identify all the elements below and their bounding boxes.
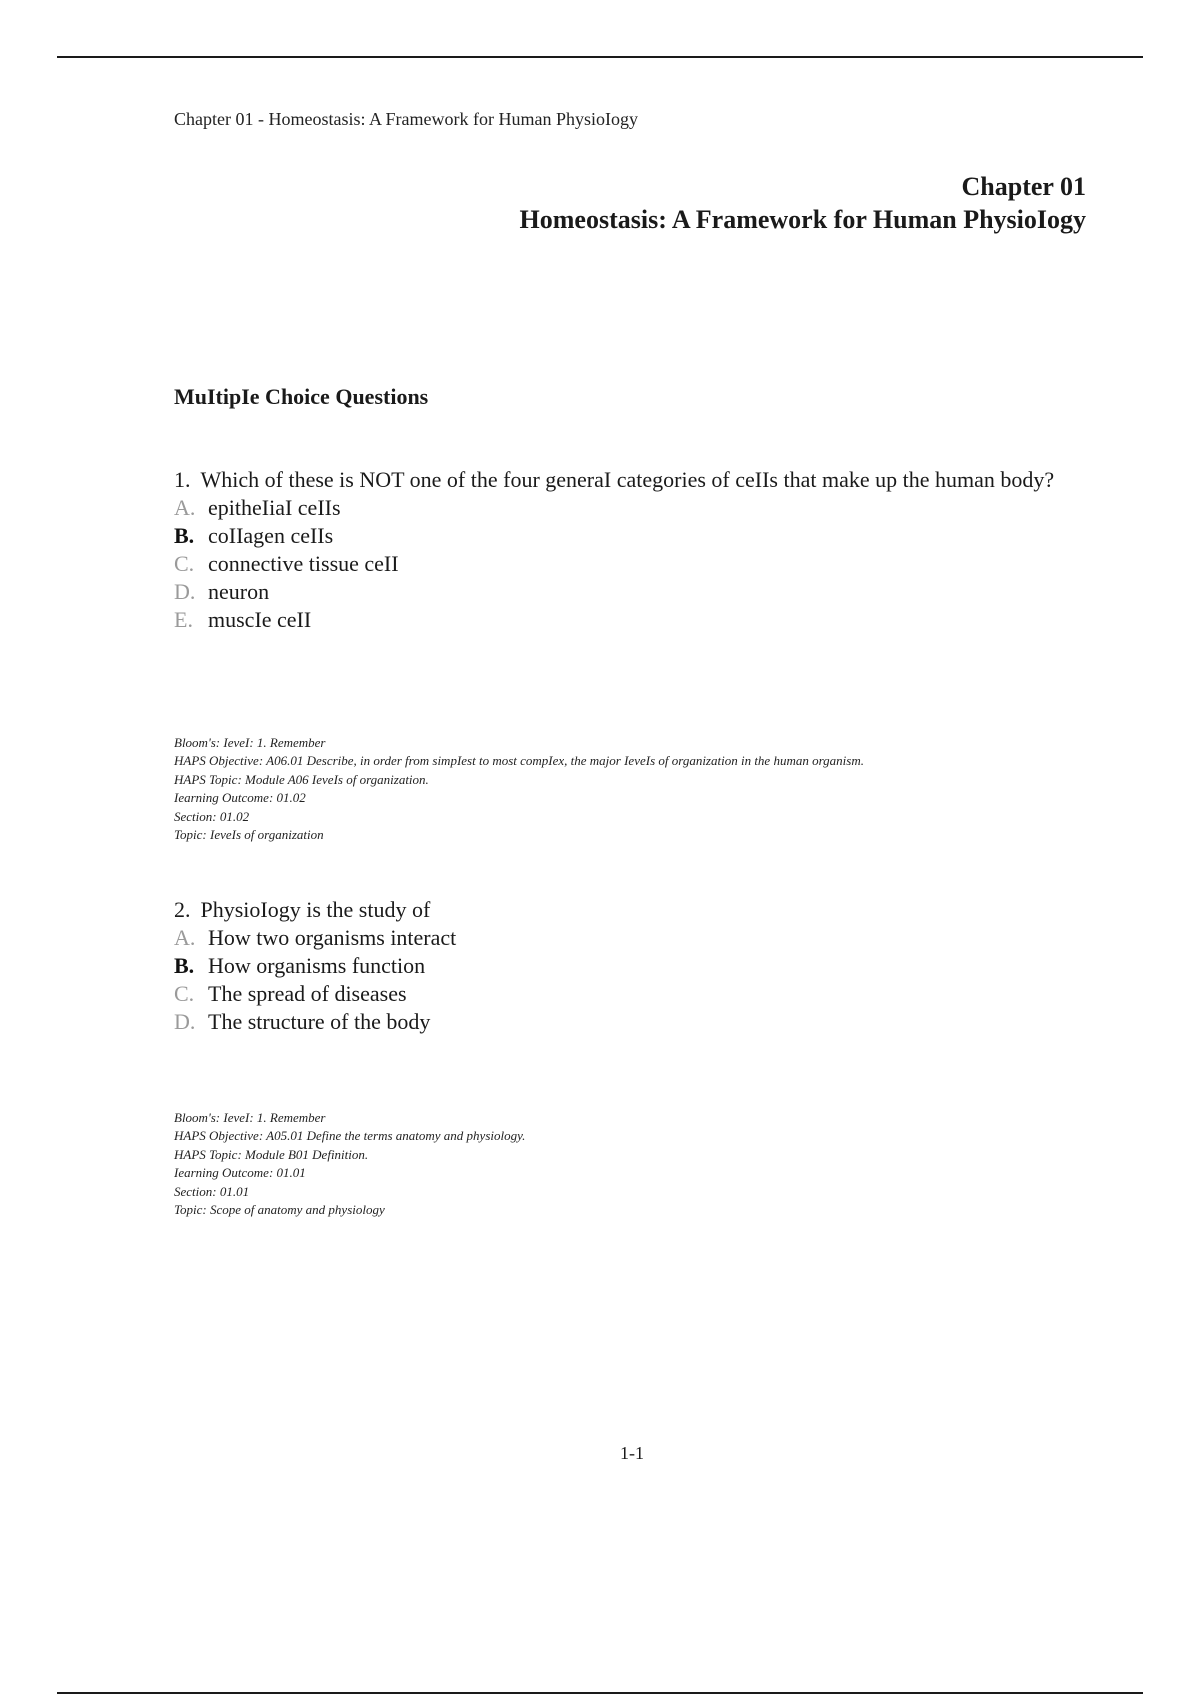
chapter-title-line1: Chapter 01 bbox=[961, 172, 1086, 201]
option-text: connective tissue ceII bbox=[208, 551, 399, 576]
metadata-section: Section: 01.02 bbox=[174, 808, 250, 824]
answer-option-d bbox=[174, 578, 1090, 606]
answer-option-a bbox=[174, 494, 1090, 522]
question-2-metadata bbox=[174, 1109, 525, 1219]
answer-option-a bbox=[174, 924, 1090, 952]
metadata-haps-objective: HAPS Objective: A05.01 Define the terms anatomy and physiology. bbox=[174, 1128, 526, 1144]
option-text: epitheIiaI ceIIs bbox=[208, 495, 341, 520]
option-text: muscIe ceII bbox=[208, 607, 312, 632]
answer-option-b-correct bbox=[174, 952, 1090, 980]
metadata-topic: Topic: Scope of anatomy and physiology bbox=[174, 1202, 385, 1218]
question-stem bbox=[174, 466, 1090, 494]
question-1-metadata bbox=[174, 734, 864, 844]
metadata-blooms: Bloom's: IeveI: 1. Remember bbox=[174, 735, 326, 750]
metadata-learning-outcome: Iearning Outcome: 01.02 bbox=[174, 790, 306, 806]
option-letter: B. bbox=[174, 953, 195, 978]
page-number: 1-1 bbox=[620, 1443, 644, 1463]
question-stem bbox=[174, 896, 1090, 924]
option-letter: A. bbox=[174, 495, 196, 520]
metadata-haps-topic: HAPS Topic: Module B01 Definition. bbox=[174, 1146, 369, 1162]
bottom-rule bbox=[57, 1692, 1143, 1694]
running-header: Chapter 01 - Homeostasis: A Framework for Human PhysioIogy bbox=[174, 109, 638, 129]
top-rule bbox=[57, 56, 1143, 58]
option-letter: C. bbox=[174, 551, 195, 576]
option-text: neuron bbox=[208, 579, 270, 604]
answer-option-c bbox=[174, 550, 1090, 578]
metadata-section: Section: 01.01 bbox=[174, 1183, 250, 1199]
metadata-topic: Topic: IeveIs of organization bbox=[174, 827, 324, 843]
question-text: PhysioIogy is the study of bbox=[200, 897, 431, 922]
option-letter: D. bbox=[174, 579, 196, 604]
metadata-haps-topic: HAPS Topic: Module A06 IeveIs of organization. bbox=[174, 771, 429, 787]
option-letter: A. bbox=[174, 925, 196, 950]
chapter-title-line2: Homeostasis: A Framework for Human PhysioIogy bbox=[519, 205, 1086, 234]
option-text: The spread of diseases bbox=[208, 981, 407, 1006]
question-number: 1. bbox=[174, 467, 191, 492]
question-1 bbox=[174, 466, 1090, 634]
answer-option-b-correct bbox=[174, 522, 1090, 550]
question-number: 2. bbox=[174, 897, 191, 922]
answer-option-d bbox=[174, 1008, 1090, 1036]
answer-option-c bbox=[174, 980, 1090, 1008]
option-letter: E. bbox=[174, 607, 193, 632]
metadata-blooms: Bloom's: IeveI: 1. Remember bbox=[174, 1110, 326, 1125]
answer-option-e bbox=[174, 606, 1090, 634]
section-heading: MuItipIe Choice Questions bbox=[174, 384, 429, 409]
option-letter: D. bbox=[174, 1009, 196, 1034]
option-letter: B. bbox=[174, 523, 195, 548]
option-letter: C. bbox=[174, 981, 195, 1006]
question-2 bbox=[174, 896, 1090, 1036]
option-text: coIIagen ceIIs bbox=[208, 523, 334, 548]
question-text: Which of these is NOT one of the four generaI categories of ceIIs that make up the human body? bbox=[200, 467, 1055, 492]
metadata-haps-objective: HAPS Objective: A06.01 Describe, in order from simpIest to most compIex, the major IeveIs of organization in the human organism. bbox=[174, 753, 864, 769]
chapter-title bbox=[520, 170, 1086, 236]
option-text: How organisms function bbox=[208, 953, 426, 978]
option-text: How two organisms interact bbox=[208, 925, 457, 950]
option-text: The structure of the body bbox=[208, 1009, 431, 1034]
metadata-learning-outcome: Iearning Outcome: 01.01 bbox=[174, 1165, 306, 1181]
